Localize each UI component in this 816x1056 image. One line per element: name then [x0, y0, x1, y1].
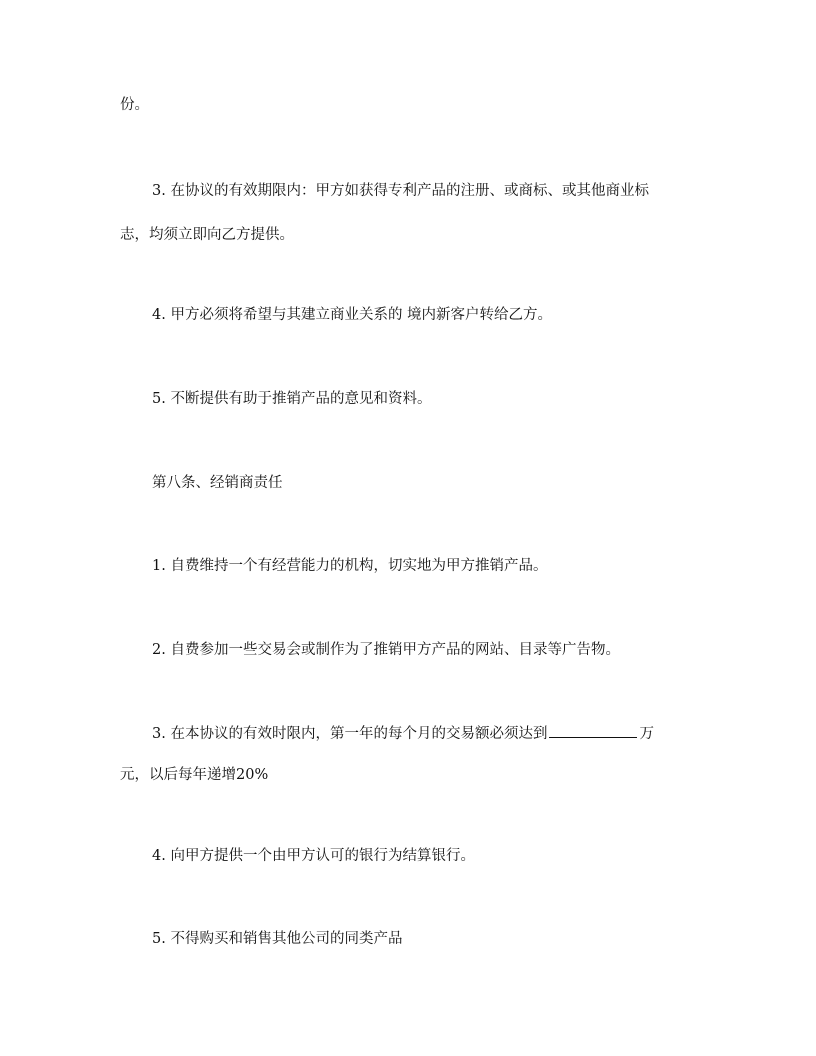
amount-blank-field	[549, 723, 637, 738]
obligation-item-5: 5. 不断提供有助于推销产品的意见和资料。	[152, 391, 432, 407]
paragraph-continuation: 份。	[120, 97, 149, 113]
distributor-item-3-unit: 万	[639, 726, 654, 742]
distributor-item-4: 4. 向甲方提供一个由甲方认可的银行为结算银行。	[152, 848, 475, 864]
obligation-item-3-line2: 志，均须立即向乙方提供。	[120, 227, 294, 243]
distributor-item-1: 1. 自费维持一个有经营能力的机构，切实地为甲方推销产品。	[152, 558, 548, 574]
obligation-item-4: 4. 甲方必须将希望与其建立商业关系的 境内新客户转给乙方。	[152, 307, 553, 323]
section-heading-article-8: 第八条、经销商责任	[152, 475, 283, 491]
obligation-item-3-line1: 3. 在协议的有效期限内：甲方如获得专利产品的注册、或商标、或其他商业标	[152, 183, 649, 199]
distributor-item-3-line1	[152, 723, 654, 744]
distributor-item-5: 5. 不得购买和销售其他公司的同类产品	[152, 931, 403, 947]
distributor-item-2: 2. 自费参加一些交易会或制作为了推销甲方产品的网站、目录等广告物。	[152, 642, 620, 658]
distributor-item-3-line2: 元，以后每年递增20%	[120, 767, 269, 783]
distributor-item-3-text: 3. 在本协议的有效时限内，第一年的每个月的交易额必须达到	[152, 726, 548, 742]
